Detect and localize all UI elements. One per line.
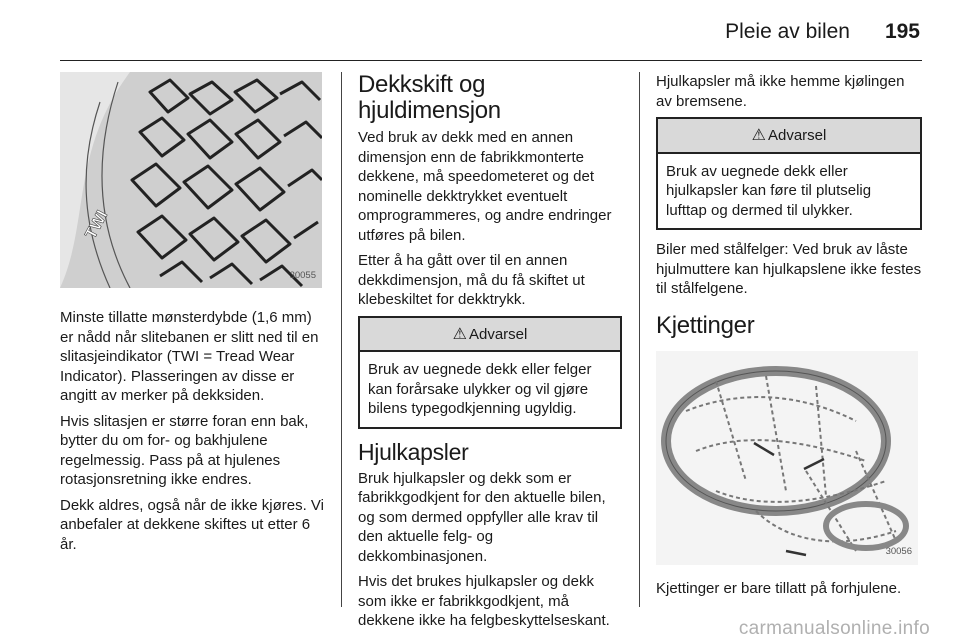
page-number: 195: [884, 20, 920, 43]
warning-icon: ⚠: [452, 325, 467, 343]
tire-tread-drawing: [60, 72, 322, 288]
snow-chains-drawing: [656, 351, 918, 565]
header-rule: [60, 60, 922, 61]
warning-text: Bruk av uegnede dekk eller hjulkapsler kan føre til plutselig lufttap og dermed til ulykker.: [666, 162, 872, 219]
warning-text: Bruk av uegnede dekk eller felger kan forårsake ulykker og vil gjøre bilens typegodkjenning ugyldig.: [368, 361, 592, 417]
warning-title: Advarsel: [468, 325, 528, 343]
paragraph: Ved bruk av dekk med en annen dimensjon enn de fabrikkmonterte dekkene, må speedometeret og det nominelle dekktrykket eventuelt omprogrammeres, og andre endringer utføres på bilen.: [358, 129, 612, 244]
section-heading: Kjettinger: [656, 311, 755, 339]
paragraph: Etter å ha gått over til en annen dekkdimensjon, må du få skiftet ut klebeskiltet for dekktrykk.: [358, 252, 585, 308]
image-number: 30055: [289, 269, 316, 281]
paragraph: Kjettinger er bare tillatt på forhjulene.: [656, 579, 902, 597]
warning-icon: ⚠: [751, 127, 766, 144]
column-3: [656, 72, 922, 604]
page-footer: [0, 616, 960, 642]
paragraph: Bruk hjulkapsler og dekk som er fabrikkgodkjent for den aktuelle bilen, og som dermed oppfyller alle krav til den aktuelle felg- og dekkombinasjonen.: [358, 469, 606, 565]
warning-box: [656, 117, 922, 230]
column-2: [358, 72, 622, 637]
warning-header: [658, 119, 920, 154]
image-number: 30056: [885, 546, 912, 557]
warning-title: Advarsel: [767, 127, 827, 144]
column-divider: [639, 72, 640, 607]
section-heading: Hjulkapsler: [358, 438, 469, 465]
section-heading: Dekkskift og hjuldimensjon: [358, 71, 501, 124]
warning-box: [358, 316, 622, 429]
page-header: [0, 0, 960, 52]
paragraph: Hvis det brukes hjulkapsler og dekk som ikke er fabrikkgodkjent, må dekkene ikke ha felgbeskyttelseskant.: [358, 573, 610, 629]
warning-header: [360, 318, 620, 353]
paragraph: Biler med stålfelger: Ved bruk av låste hjulmuttere kan hjulkapslene ikke festes til stålfelgene.: [656, 241, 922, 297]
paragraph: Minste tillatte mønsterdybde (1,6 mm) er nådd når slitebanen er slitt ned til en slitasjeindikator (TWI = Tread Wear Indicator). Plasseringen av disse er angitt av merker på dekksiden.: [60, 309, 319, 404]
paragraph: Hvis slitasjen er større foran enn bak, bytter du om for- og bakhjulene regelmessig. Pass på at hjulenes rotasjonsretning ikke endres.: [60, 412, 309, 488]
tire-tread-illustration: [60, 72, 322, 288]
twi-label: TWI: [82, 208, 112, 242]
column-divider: [341, 72, 342, 607]
header-title: Pleie av bilen: [725, 20, 850, 43]
column-1: [60, 72, 326, 560]
paragraph: Hjulkapsler må ikke hemme kjølingen av bremsene.: [656, 73, 905, 110]
snow-chains-illustration: [656, 351, 918, 565]
watermark-logo: carmanualsonline.info: [738, 618, 930, 639]
paragraph: Dekk aldres, også når de ikke kjøres. Vi anbefaler at dekkene skiftes ut etter 6 år.: [60, 496, 325, 553]
